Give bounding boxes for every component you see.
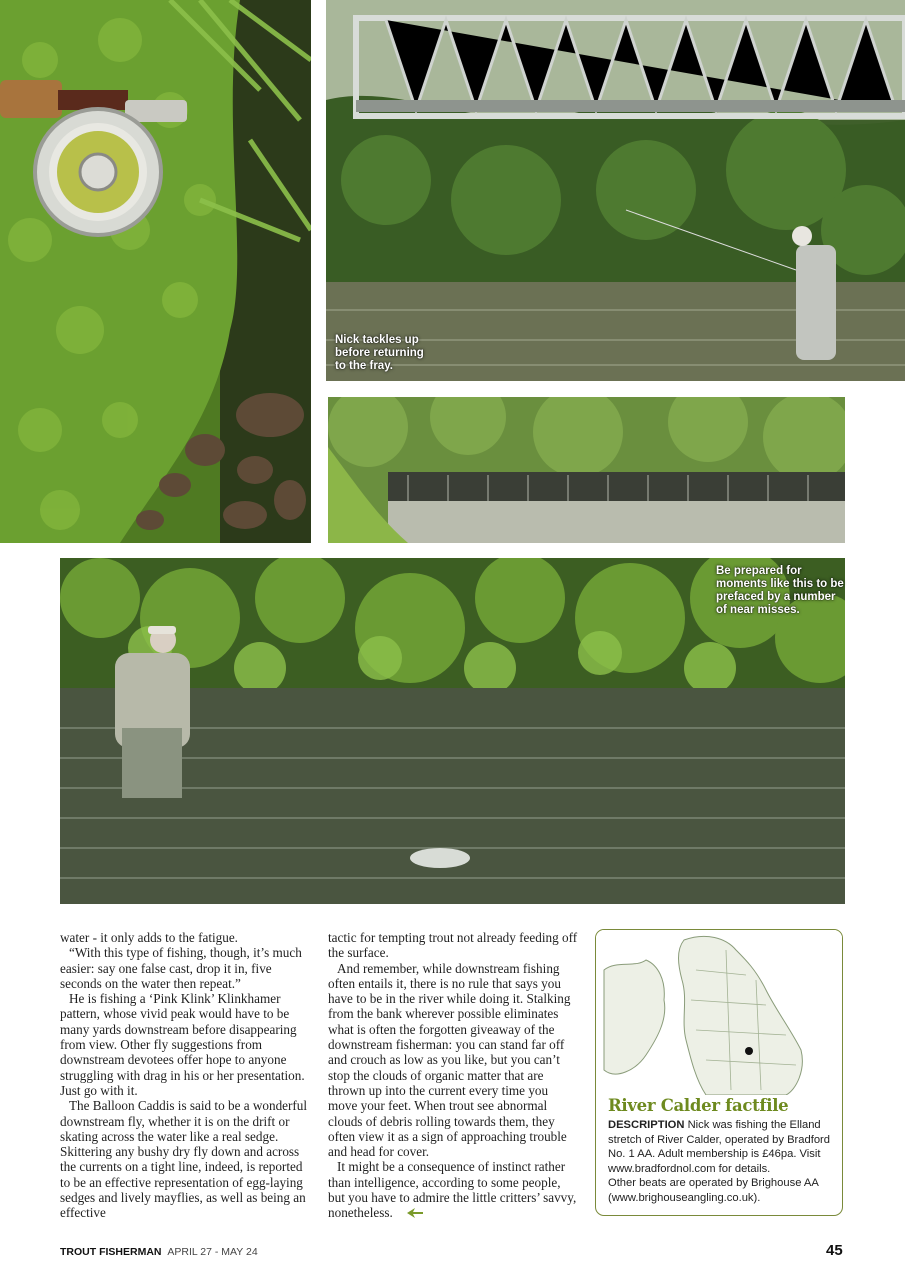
factfile-label: DESCRIPTION — [608, 1119, 685, 1131]
article-column-2 — [328, 930, 580, 1223]
uk-map — [596, 930, 843, 1095]
factfile-box — [595, 929, 843, 1216]
paragraph: water - it only adds to the fatigue. — [60, 930, 238, 945]
page-number: 45 — [826, 1242, 843, 1259]
footer-magazine — [60, 1246, 258, 1258]
paragraph: “With this type of fishing, though, it’s much easier: say one false cast, drop it in, five seconds on the water then repeat.” — [60, 945, 302, 991]
magazine-name: TROUT FISHERMAN — [60, 1246, 162, 1258]
paragraph: tactic for tempting trout not already feeding off the surface. — [328, 930, 578, 961]
article-column-1 — [60, 930, 310, 1221]
photo-bridge-river — [326, 0, 905, 381]
issue-date: APRIL 27 - MAY 24 — [167, 1246, 258, 1258]
factfile-text: Nick was fishing the Elland stretch of River Calder, operated by Bradford No. 1 AA. Adult membership is £46pa. Visit www.bradfordnol.com for details. — [608, 1119, 830, 1175]
caption-main: Be prepared for moments like this to be prefaced by a number of near misses. — [716, 565, 844, 616]
paragraph: He is fishing a ‘Pink Klink’ Klinkhamer pattern, whose vivid peak would have to be many yards downstream before disappearing from view. Other fly suggestions from downstream devotees offer hope to anyone struggling with drag in his or her presentation. Just go with it. — [60, 991, 305, 1098]
photo-weir — [328, 397, 845, 543]
paragraph-text: It might be a consequence of instinct rather than intelligence, according to some people, but you have to admire the little critters’ savvy, nonetheless. — [328, 1159, 577, 1221]
factfile-text-2: Other beats are operated by Brighouse AA (www.brighouseangling.co.uk). — [608, 1177, 819, 1204]
paragraph: And remember, while downstream fishing often entails it, there is no rule that says you have to be in the river while doing it. Stalking from the bank wherever possible eliminates what is often the forgotten giveaway of the downstream fisherman: you can stand far off and crouch as low as you like, but you can’t stop the clouds of organic matter that are thrown up into the current every time you move your feet. When trout see abnormal clouds of debris rolling towards them, they often view it as a sign of approaching trouble and head for cover. — [328, 960, 571, 1160]
factfile-body — [608, 1118, 836, 1206]
factfile-title: River Calder factfile — [608, 1096, 789, 1115]
paragraph: The Balloon Caddis is said to be a wonderful downstream fly, whether it is on the drift or skating across the water like a real sedge. Skittering any bushy dry fly down and across the currents on a tight line, indeed, is reported to be an effective representation of egg-laying sedges and lively mayflies, as well as being an effective — [60, 1098, 308, 1221]
photo-reel-on-moss — [0, 0, 311, 543]
caption-bridge: Nick tackles up before returning to the fray. — [335, 334, 424, 372]
paragraph — [328, 1159, 580, 1222]
end-mark-icon — [397, 1207, 424, 1222]
